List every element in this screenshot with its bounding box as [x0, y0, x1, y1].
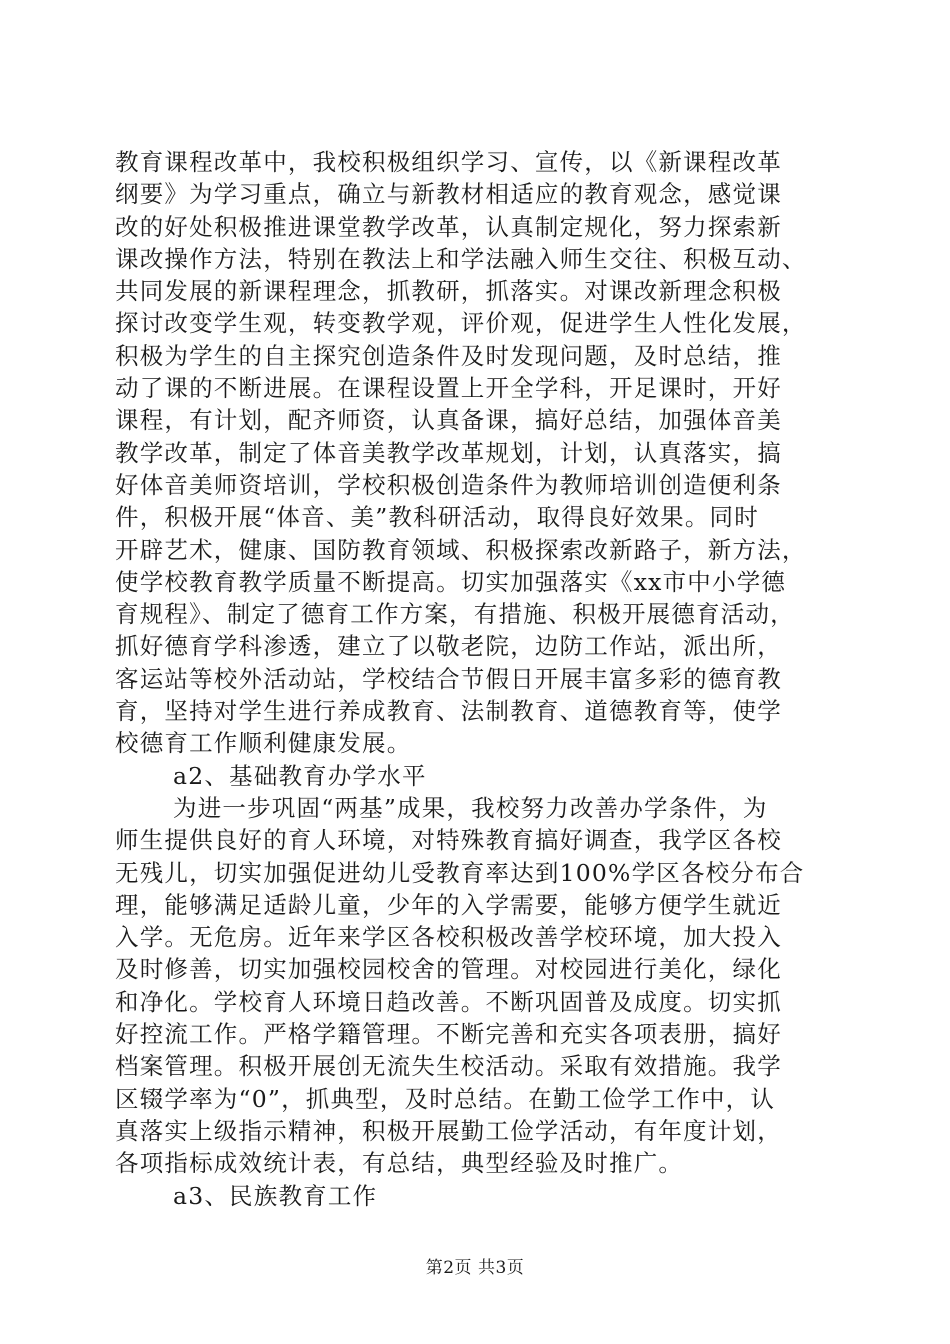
text-line: 共同发展的新课程理念，抓教研，抓落实。对课改新理念积极: [115, 277, 782, 306]
text-line: 纲要》为学习重点，确立与新教材相适应的教育观念，感觉课: [115, 180, 782, 209]
text-line: 件，积极开展“体音、美”教科研活动，取得良好效果。同时: [115, 503, 759, 532]
text-line: 抓好德育学科渗透，建立了以敬老院，边防工作站，派出所，: [115, 632, 782, 661]
text-line: 客运站等校外活动站，学校结合节假日开展丰富多彩的德育教: [115, 664, 782, 693]
text-line: 入学。无危房。近年来学区各校积极改善学校环境，加大投入: [115, 923, 782, 952]
paragraph-basic-education: [115, 792, 845, 1180]
text-line: 改的好处积极推进课堂教学改革，认真制定规化，努力探索新: [115, 212, 782, 241]
page-number-footer: 第2页 共3页: [425, 1258, 525, 1278]
text-line: 课程，有计划，配齐师资，认真备课，搞好总结，加强体音美: [115, 406, 782, 435]
text-line: 和净化。学校育人环境日趋改善。不断巩固普及成度。切实抓: [115, 987, 782, 1016]
text-line: 积极为学生的自主探究创造条件及时发现问题，及时总结，推: [115, 341, 782, 370]
section-heading-ethnic-education: a3、民族教育工作: [173, 1181, 378, 1210]
text-line: 档案管理。积极开展创无流失生校活动。采取有效措施。我学: [115, 1052, 782, 1081]
text-line: 各项指标成效统计表，有总结，典型经验及时推广。: [115, 1149, 684, 1178]
text-line: 探讨改变学生观，转变教学观，评价观，促进学生人性化发展，: [115, 309, 807, 338]
text-line: 课改操作方法，特别在教法上和学法融入师生交往、积极互动、: [115, 244, 807, 273]
paragraph-moral-education: [115, 146, 845, 760]
text-line: 及时修善，切实加强校园校舍的管理。对校园进行美化，绿化: [115, 955, 782, 984]
text-line: 教学改革，制定了体音美教学改革规划，计划，认真落实，搞: [115, 438, 782, 467]
text-line: 动了课的不断进展。在课程设置上开全学科，开足课时，开好: [115, 374, 782, 403]
text-line: 无残儿，切实加强促进幼儿受教育率达到100%学区各校分布合: [115, 858, 805, 887]
text-line: 区辍学率为“0”，抓典型，及时总结。在勤工俭学工作中，认: [115, 1084, 776, 1113]
text-line: 好体音美师资培训，学校积极创造条件为教师培训创造便利条: [115, 470, 782, 499]
text-line: 理，能够满足适龄儿童，少年的入学需要，能够方便学生就近: [115, 890, 782, 919]
text-line: 育规程》、制定了德育工作方案，有措施、积极开展德育活动，: [115, 600, 795, 629]
text-line: 开辟艺术，健康、国防教育领域、积极探索改新路子，新方法，: [115, 535, 807, 564]
text-line: 育，坚持对学生进行养成教育、法制教育、道德教育等，使学: [115, 697, 782, 726]
section-heading-basic-education: a2、基础教育办学水平: [173, 761, 427, 790]
text-line: 使学校教育教学质量不断提高。切实加强落实《xx市中小学德: [115, 567, 787, 596]
text-line: 为进一步巩固“两基”成果，我校努力改善办学条件，为: [173, 793, 768, 822]
document-body: [115, 146, 845, 1212]
text-line: 真落实上级指示精神，积极开展勤工俭学活动，有年度计划，: [115, 1116, 782, 1145]
text-line: 教育课程改革中，我校积极组织学习、宣传，以《新课程改革: [115, 148, 782, 176]
text-line: 师生提供良好的育人环境，对特殊教育搞好调查，我学区各校: [115, 826, 782, 855]
text-line: 好控流工作。严格学籍管理。不断完善和充实各项表册，搞好: [115, 1020, 782, 1049]
text-line: 校德育工作顺利健康发展。: [115, 729, 412, 758]
